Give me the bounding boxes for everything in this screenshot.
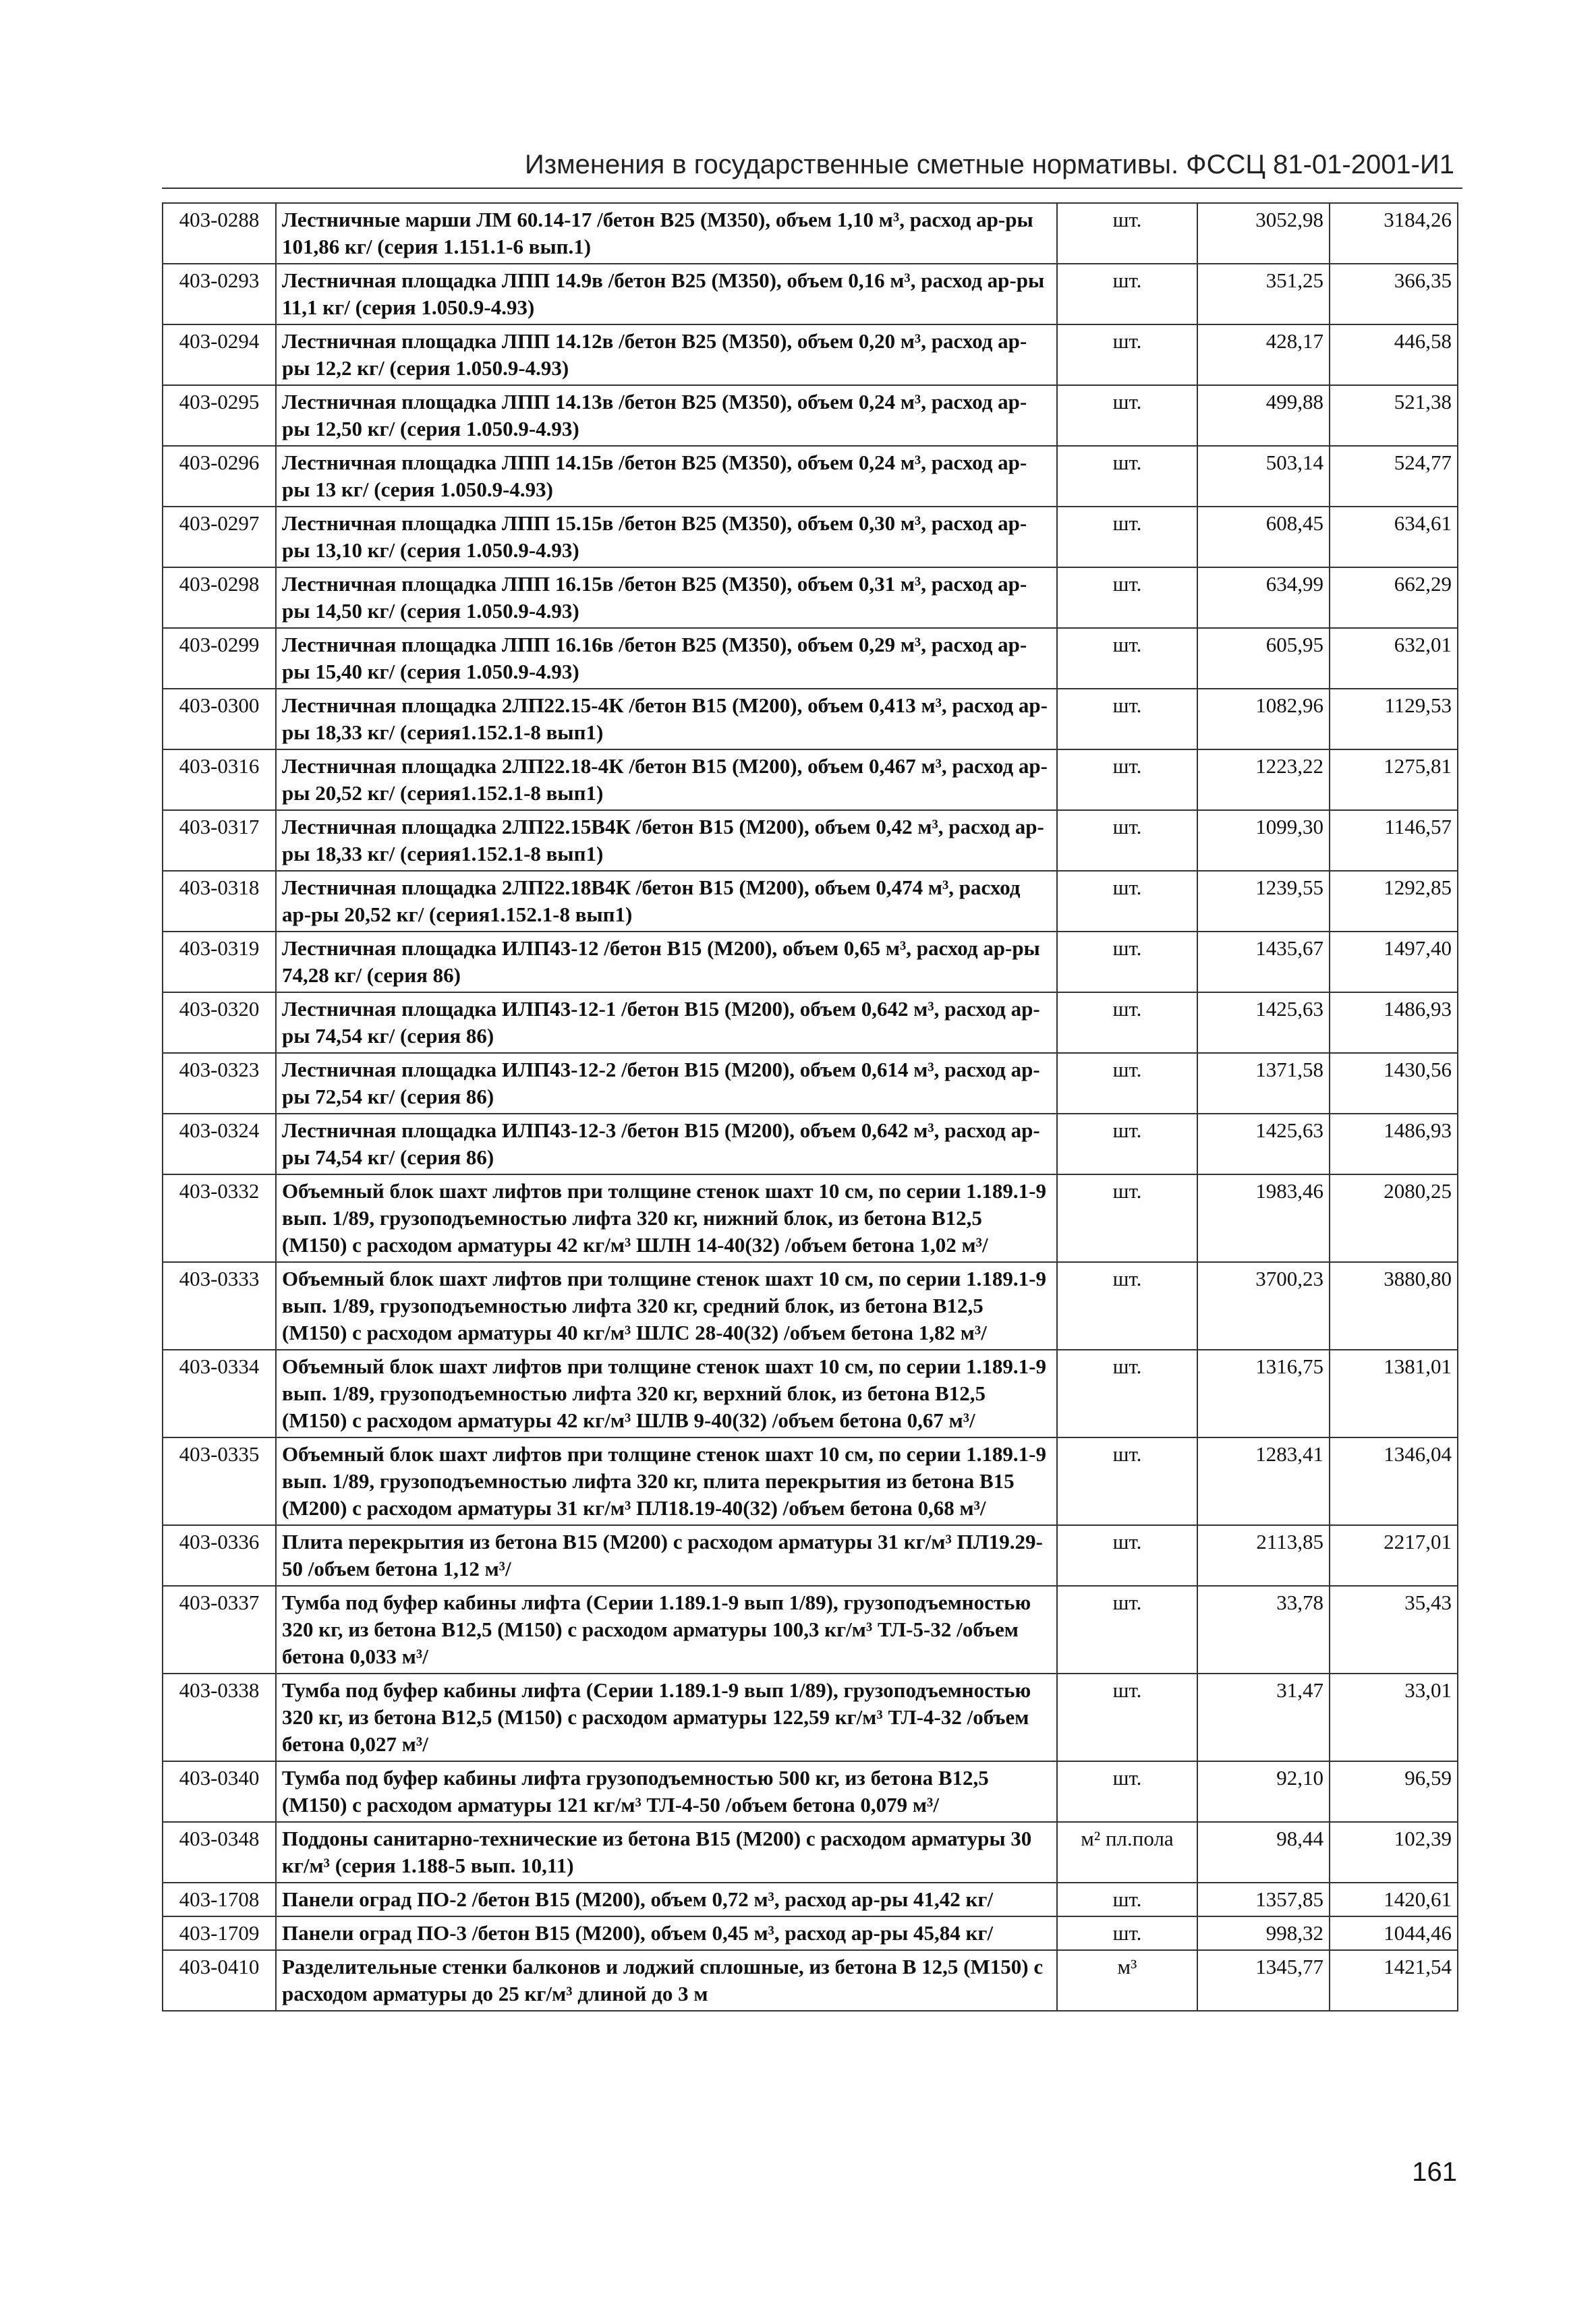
row-code: 403-0333: [163, 1262, 276, 1350]
row-price-2: 35,43: [1330, 1586, 1458, 1674]
row-description: Лестничная площадка 2ЛП22.15В4К /бетон В15 (М200), объем 0,42 м³, расход ар-ры 18,33 кг/ (серия1.152.1-8 вып1): [276, 810, 1057, 871]
row-description: Объемный блок шахт лифтов при толщине стенок шахт 10 см, по серии 1.189.1-9 вып. 1/89, грузоподъемностью лифта 320 кг, средний блок, из бетона В12,5 (М150) с расходом арматуры 40 кг/м³ ШЛС 28-40(32) /объем бетона 1,82 м³/: [276, 1262, 1057, 1350]
row-price-2: 1346,04: [1330, 1437, 1458, 1525]
row-price-2: 2080,25: [1330, 1174, 1458, 1262]
row-price-2: 1420,61: [1330, 1883, 1458, 1916]
row-unit: шт.: [1057, 1761, 1197, 1822]
row-code: 403-0299: [163, 628, 276, 689]
row-price-2: 1146,57: [1330, 810, 1458, 871]
row-code: 403-0297: [163, 507, 276, 567]
row-unit: шт.: [1057, 810, 1197, 871]
row-description: Лестничная площадка 2ЛП22.18В4К /бетон В15 (М200), объем 0,474 м³, расход ар-ры 20,52 кг/ (серия1.152.1-8 вып1): [276, 871, 1057, 932]
row-price-1: 634,99: [1197, 567, 1330, 628]
row-price-1: 503,14: [1197, 446, 1330, 507]
row-price-1: 1425,63: [1197, 1114, 1330, 1174]
row-unit: шт.: [1057, 1525, 1197, 1586]
row-description: Разделительные стенки балконов и лоджий сплошные, из бетона В 12,5 (М150) с расходом арматуры до 25 кг/м³ длиной до 3 м: [276, 1950, 1057, 2011]
row-code: 403-0337: [163, 1586, 276, 1674]
row-unit: шт.: [1057, 264, 1197, 324]
table-row: [163, 1174, 1458, 1262]
row-price-1: 605,95: [1197, 628, 1330, 689]
table-row: [163, 264, 1458, 324]
row-price-1: 1223,22: [1197, 749, 1330, 810]
row-code: 403-0332: [163, 1174, 276, 1262]
row-code: 403-0293: [163, 264, 276, 324]
row-code: 403-1709: [163, 1916, 276, 1950]
row-unit: шт.: [1057, 1674, 1197, 1761]
row-description: Поддоны санитарно-технические из бетона В15 (М200) с расходом арматуры 30 кг/м³ (серия 1.188-5 вып. 10,11): [276, 1822, 1057, 1883]
row-unit: шт.: [1057, 1114, 1197, 1174]
row-code: 403-0336: [163, 1525, 276, 1586]
table-row: [163, 932, 1458, 992]
row-description: Лестничная площадка ЛПП 15.15в /бетон В25 (М350), объем 0,30 м³, расход ар-ры 13,10 кг/ (серия 1.050.9-4.93): [276, 507, 1057, 567]
row-unit: шт.: [1057, 871, 1197, 932]
row-price-1: 1357,85: [1197, 1883, 1330, 1916]
row-price-1: 608,45: [1197, 507, 1330, 567]
row-description: Лестничная площадка ИЛП43-12 /бетон В15 (М200), объем 0,65 м³, расход ар-ры 74,28 кг/ (серия 86): [276, 932, 1057, 992]
table-row: [163, 385, 1458, 446]
row-description: Тумба под буфер кабины лифта грузоподъемностью 500 кг, из бетона В12,5 (М150) с расходом арматуры 121 кг/м³ ТЛ-4-50 /объем бетона 0,079 м³/: [276, 1761, 1057, 1822]
row-unit: шт.: [1057, 1586, 1197, 1674]
row-description: Лестничная площадка ИЛП43-12-3 /бетон В15 (М200), объем 0,642 м³, расход ар-ры 74,54 кг/ (серия 86): [276, 1114, 1057, 1174]
row-code: 403-0316: [163, 749, 276, 810]
table-row: [163, 1114, 1458, 1174]
row-price-1: 1316,75: [1197, 1350, 1330, 1437]
row-price-2: 634,61: [1330, 507, 1458, 567]
row-description: Объемный блок шахт лифтов при толщине стенок шахт 10 см, по серии 1.189.1-9 вып. 1/89, грузоподъемностью лифта 320 кг, верхний блок, из бетона В12,5 (М150) с расходом арматуры 42 кг/м³ ШЛВ 9-40(32) /объем бетона 0,67 м³/: [276, 1350, 1057, 1437]
row-code: 403-0296: [163, 446, 276, 507]
row-price-1: 1983,46: [1197, 1174, 1330, 1262]
row-description: Лестничная площадка ЛПП 14.9в /бетон В25 (М350), объем 0,16 м³, расход ар-ры 11,1 кг/ (серия 1.050.9-4.93): [276, 264, 1057, 324]
row-price-2: 1275,81: [1330, 749, 1458, 810]
row-description: Лестничная площадка ЛПП 16.15в /бетон В25 (М350), объем 0,31 м³, расход ар-ры 14,50 кг/ (серия 1.050.9-4.93): [276, 567, 1057, 628]
row-price-2: 632,01: [1330, 628, 1458, 689]
table-row: [163, 1674, 1458, 1761]
row-unit: шт.: [1057, 1883, 1197, 1916]
table-row: [163, 1586, 1458, 1674]
table-row: [163, 628, 1458, 689]
row-description: Панели оград ПО-3 /бетон В15 (М200), объем 0,45 м³, расход ар-ры 45,84 кг/: [276, 1916, 1057, 1950]
table-row: [163, 1883, 1458, 1916]
row-description: Панели оград ПО-2 /бетон В15 (М200), объем 0,72 м³, расход ар-ры 41,42 кг/: [276, 1883, 1057, 1916]
row-price-2: 1044,46: [1330, 1916, 1458, 1950]
row-code: 403-1708: [163, 1883, 276, 1916]
row-price-1: 1425,63: [1197, 992, 1330, 1053]
table-row: [163, 992, 1458, 1053]
row-unit: шт.: [1057, 1916, 1197, 1950]
row-price-1: 98,44: [1197, 1822, 1330, 1883]
row-description: Плита перекрытия из бетона В15 (М200) с расходом арматуры 31 кг/м³ ПЛ19.29-50 /объем бетона 1,12 м³/: [276, 1525, 1057, 1586]
row-price-2: 366,35: [1330, 264, 1458, 324]
table-row: [163, 324, 1458, 385]
row-unit: шт.: [1057, 385, 1197, 446]
row-price-1: 33,78: [1197, 1586, 1330, 1674]
row-price-2: 1497,40: [1330, 932, 1458, 992]
row-price-2: 96,59: [1330, 1761, 1458, 1822]
row-unit: шт.: [1057, 749, 1197, 810]
table-row: [163, 203, 1458, 264]
row-price-2: 33,01: [1330, 1674, 1458, 1761]
row-code: 403-0348: [163, 1822, 276, 1883]
table-row: [163, 871, 1458, 932]
row-price-1: 499,88: [1197, 385, 1330, 446]
row-unit: шт.: [1057, 1174, 1197, 1262]
row-price-2: 1430,56: [1330, 1053, 1458, 1114]
row-code: 403-0300: [163, 689, 276, 749]
row-description: Лестничная площадка ЛПП 14.13в /бетон В25 (М350), объем 0,24 м³, расход ар-ры 12,50 кг/ (серия 1.050.9-4.93): [276, 385, 1057, 446]
row-price-1: 998,32: [1197, 1916, 1330, 1950]
row-price-2: 521,38: [1330, 385, 1458, 446]
row-description: Лестничная площадка 2ЛП22.18-4К /бетон В15 (М200), объем 0,467 м³, расход ар-ры 20,52 кг/ (серия1.152.1-8 вып1): [276, 749, 1057, 810]
table-row: [163, 1761, 1458, 1822]
row-description: Объемный блок шахт лифтов при толщине стенок шахт 10 см, по серии 1.189.1-9 вып. 1/89, грузоподъемностью лифта 320 кг, плита перекрытия из бетона В15 (М200) с расходом арматуры 31 кг/м³ ПЛ18.19-40(32) /объем бетона 0,68 м³/: [276, 1437, 1057, 1525]
row-code: 403-0318: [163, 871, 276, 932]
row-code: 403-0298: [163, 567, 276, 628]
row-code: 403-0323: [163, 1053, 276, 1114]
row-price-2: 3880,80: [1330, 1262, 1458, 1350]
row-unit: шт.: [1057, 689, 1197, 749]
table-row: [163, 1350, 1458, 1437]
row-unit: шт.: [1057, 1437, 1197, 1525]
row-unit: шт.: [1057, 1350, 1197, 1437]
row-unit: шт.: [1057, 567, 1197, 628]
row-description: Лестничная площадка ЛПП 14.15в /бетон В25 (М350), объем 0,24 м³, расход ар-ры 13 кг/ (серия 1.050.9-4.93): [276, 446, 1057, 507]
table-row: [163, 749, 1458, 810]
row-price-1: 351,25: [1197, 264, 1330, 324]
row-price-1: 1239,55: [1197, 871, 1330, 932]
row-price-1: 1099,30: [1197, 810, 1330, 871]
row-price-1: 2113,85: [1197, 1525, 1330, 1586]
row-code: 403-0338: [163, 1674, 276, 1761]
row-code: 403-0320: [163, 992, 276, 1053]
row-unit: шт.: [1057, 1053, 1197, 1114]
row-unit: шт.: [1057, 324, 1197, 385]
table-row: [163, 810, 1458, 871]
row-price-1: 1082,96: [1197, 689, 1330, 749]
row-price-2: 1292,85: [1330, 871, 1458, 932]
row-price-2: 1381,01: [1330, 1350, 1458, 1437]
row-code: 403-0317: [163, 810, 276, 871]
row-price-1: 3700,23: [1197, 1262, 1330, 1350]
row-price-1: 1371,58: [1197, 1053, 1330, 1114]
row-description: Тумба под буфер кабины лифта (Серии 1.189.1-9 вып 1/89), грузоподъемностью 320 кг, из бетона В12,5 (М150) с расходом арматуры 122,59 кг/м³ ТЛ-4-32 /объем бетона 0,027 м³/: [276, 1674, 1057, 1761]
table-row: [163, 1053, 1458, 1114]
row-code: 403-0324: [163, 1114, 276, 1174]
row-price-1: 1435,67: [1197, 932, 1330, 992]
row-unit: м³: [1057, 1950, 1197, 2011]
row-unit: шт.: [1057, 628, 1197, 689]
row-price-2: 102,39: [1330, 1822, 1458, 1883]
row-description: Тумба под буфер кабины лифта (Серии 1.189.1-9 вып 1/89), грузоподъемностью 320 кг, из бетона В12,5 (М150) с расходом арматуры 100,3 кг/м³ ТЛ-5-32 /объем бетона 0,033 м³/: [276, 1586, 1057, 1674]
row-description: Лестничная площадка ИЛП43-12-2 /бетон В15 (М200), объем 0,614 м³, расход ар-ры 72,54 кг/ (серия 86): [276, 1053, 1057, 1114]
row-unit: шт.: [1057, 203, 1197, 264]
row-code: 403-0340: [163, 1761, 276, 1822]
row-unit: шт.: [1057, 1262, 1197, 1350]
table-row: [163, 507, 1458, 567]
table-row: [163, 1916, 1458, 1950]
row-code: 403-0334: [163, 1350, 276, 1437]
row-unit: шт.: [1057, 992, 1197, 1053]
row-price-2: 1129,53: [1330, 689, 1458, 749]
price-table: [162, 202, 1458, 2012]
row-price-2: 3184,26: [1330, 203, 1458, 264]
row-unit: шт.: [1057, 446, 1197, 507]
row-code: 403-0335: [163, 1437, 276, 1525]
row-price-1: 428,17: [1197, 324, 1330, 385]
row-price-1: 1345,77: [1197, 1950, 1330, 2011]
row-description: Лестничная площадка ЛПП 16.16в /бетон В25 (М350), объем 0,29 м³, расход ар-ры 15,40 кг/ (серия 1.050.9-4.93): [276, 628, 1057, 689]
row-code: 403-0294: [163, 324, 276, 385]
price-table-body: [163, 203, 1458, 2011]
row-description: Лестничная площадка ИЛП43-12-1 /бетон В15 (М200), объем 0,642 м³, расход ар-ры 74,54 кг/ (серия 86): [276, 992, 1057, 1053]
row-price-2: 1421,54: [1330, 1950, 1458, 2011]
row-price-2: 662,29: [1330, 567, 1458, 628]
row-description: Лестничная площадка 2ЛП22.15-4К /бетон В15 (М200), объем 0,413 м³, расход ар-ры 18,33 кг/ (серия1.152.1-8 вып1): [276, 689, 1057, 749]
row-code: 403-0319: [163, 932, 276, 992]
table-row: [163, 1822, 1458, 1883]
row-code: 403-0288: [163, 203, 276, 264]
row-code: 403-0410: [163, 1950, 276, 2011]
table-row: [163, 689, 1458, 749]
row-code: 403-0295: [163, 385, 276, 446]
table-row: [163, 1437, 1458, 1525]
row-price-2: 524,77: [1330, 446, 1458, 507]
row-unit: шт.: [1057, 507, 1197, 567]
page-number: 161: [1412, 2157, 1457, 2187]
row-price-2: 1486,93: [1330, 1114, 1458, 1174]
row-price-1: 92,10: [1197, 1761, 1330, 1822]
table-row: [163, 446, 1458, 507]
table-row: [163, 1950, 1458, 2011]
row-price-1: 31,47: [1197, 1674, 1330, 1761]
page-header: Изменения в государственные сметные нормативы. ФССЦ 81-01-2001-И1: [525, 150, 1454, 179]
row-description: Лестничная площадка ЛПП 14.12в /бетон В25 (М350), объем 0,20 м³, расход ар-ры 12,2 кг/ (серия 1.050.9-4.93): [276, 324, 1057, 385]
table-row: [163, 1525, 1458, 1586]
table-row: [163, 567, 1458, 628]
row-price-2: 446,58: [1330, 324, 1458, 385]
row-price-2: 1486,93: [1330, 992, 1458, 1053]
header-rule: [162, 188, 1462, 189]
row-description: Объемный блок шахт лифтов при толщине стенок шахт 10 см, по серии 1.189.1-9 вып. 1/89, грузоподъемностью лифта 320 кг, нижний блок, из бетона В12,5 (М150) с расходом арматуры 42 кг/м³ ШЛН 14-40(32) /объем бетона 1,02 м³/: [276, 1174, 1057, 1262]
row-price-1: 3052,98: [1197, 203, 1330, 264]
row-unit: м² пл.пола: [1057, 1822, 1197, 1883]
table-row: [163, 1262, 1458, 1350]
row-unit: шт.: [1057, 932, 1197, 992]
row-price-1: 1283,41: [1197, 1437, 1330, 1525]
row-description: Лестничные марши ЛМ 60.14-17 /бетон В25 (М350), объем 1,10 м³, расход ар-ры 101,86 кг/ (серия 1.151.1-6 вып.1): [276, 203, 1057, 264]
row-price-2: 2217,01: [1330, 1525, 1458, 1586]
